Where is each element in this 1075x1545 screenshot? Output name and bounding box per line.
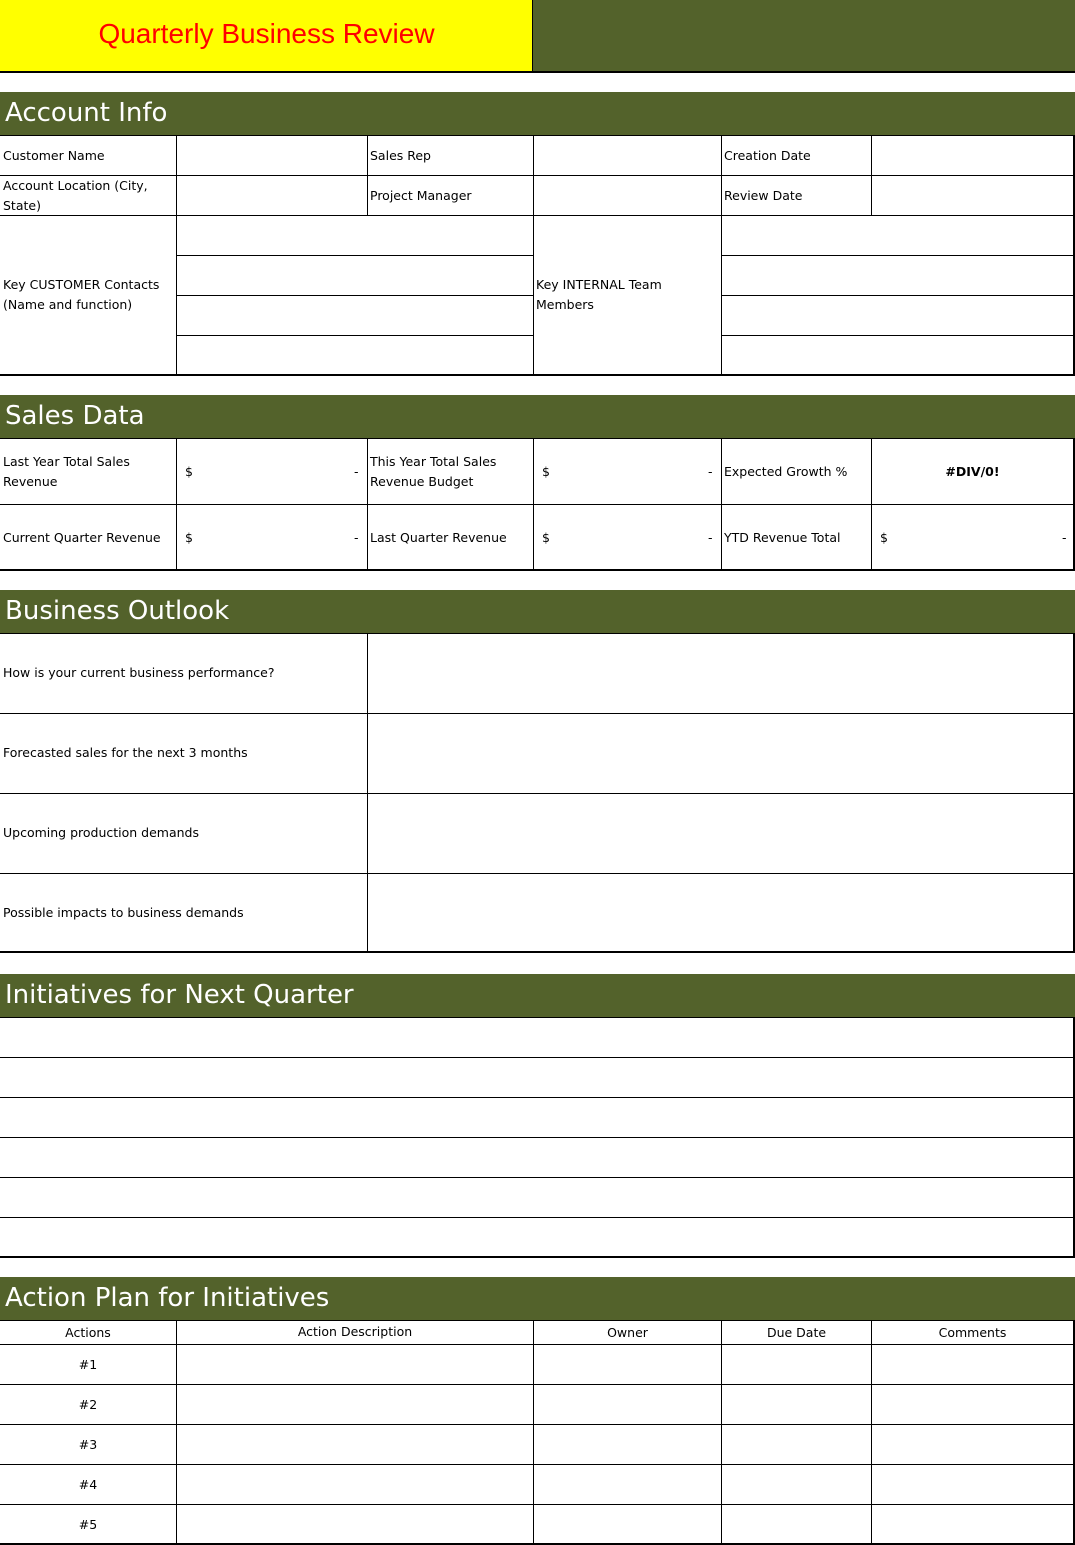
- action-description-field[interactable]: [177, 1345, 533, 1384]
- review-date-label: Review Date: [724, 188, 803, 203]
- account-location-label: Account Location (City, State): [3, 178, 148, 213]
- creation-date-label: Creation Date: [724, 148, 811, 163]
- grid-line: [0, 1424, 1075, 1425]
- grid-line: [0, 1504, 1075, 1505]
- action-number: #5: [78, 1517, 98, 1532]
- outlook-answer-field[interactable]: [368, 874, 1073, 951]
- initiative-field[interactable]: [0, 1098, 1073, 1137]
- account-info-heading: Account Info: [5, 98, 168, 128]
- review-date-field[interactable]: [872, 176, 1073, 215]
- customer-contact-field[interactable]: [177, 216, 533, 255]
- grid-line: [0, 569, 1075, 571]
- internal-member-field[interactable]: [722, 256, 1073, 295]
- outlook-answer-field[interactable]: [368, 794, 1073, 873]
- grid-line: [0, 951, 1075, 953]
- action-number: #1: [78, 1357, 98, 1372]
- internal-member-field[interactable]: [722, 336, 1073, 374]
- grid-line: [871, 438, 872, 570]
- ytd-revenue-value[interactable]: -: [1062, 530, 1067, 545]
- key-customer-contacts-label: Key CUSTOMER Contacts (Name and function): [3, 277, 160, 312]
- sales-data-heading: Sales Data: [5, 401, 145, 431]
- action-comments-field[interactable]: [872, 1345, 1073, 1384]
- initiatives-heading: Initiatives for Next Quarter: [5, 980, 354, 1010]
- this-year-budget-value[interactable]: -: [708, 464, 713, 479]
- outlook-question: How is your current business performance?: [3, 665, 275, 680]
- title-divider: [532, 0, 533, 72]
- current-quarter-revenue-value[interactable]: -: [354, 530, 359, 545]
- title-bottom-border: [0, 71, 1075, 73]
- current-quarter-revenue-label: Current Quarter Revenue: [3, 530, 161, 545]
- outlook-question: Upcoming production demands: [3, 825, 200, 840]
- currency-symbol: $: [185, 530, 193, 545]
- business-outlook-heading: Business Outlook: [5, 596, 230, 626]
- customer-name-label: Customer Name: [3, 148, 105, 163]
- sales-data-band: [0, 395, 1075, 438]
- initiative-field[interactable]: [0, 1018, 1073, 1057]
- customer-contact-field[interactable]: [177, 296, 533, 335]
- grid-line: [367, 135, 368, 215]
- account-location-field[interactable]: [177, 176, 367, 215]
- account-info-band: [0, 92, 1075, 135]
- title-right-cell: [533, 0, 1075, 71]
- grid-line: [0, 438, 1075, 439]
- currency-symbol: $: [542, 530, 550, 545]
- action-number: #2: [78, 1397, 98, 1412]
- customer-contact-field[interactable]: [177, 336, 533, 374]
- business-outlook-band: [0, 590, 1075, 633]
- action-plan-heading: Action Plan for Initiatives: [5, 1283, 330, 1313]
- action-plan-band: [0, 1277, 1075, 1320]
- sales-rep-label: Sales Rep: [370, 148, 431, 163]
- column-header-owner: Owner: [607, 1325, 648, 1340]
- last-quarter-revenue-label: Last Quarter Revenue: [370, 530, 507, 545]
- action-number: #3: [78, 1437, 98, 1452]
- project-manager-label: Project Manager: [370, 188, 472, 203]
- grid-line: [367, 438, 368, 570]
- ytd-revenue-label: YTD Revenue Total: [724, 530, 841, 545]
- this-year-budget-label: This Year Total Sales Revenue Budget: [370, 454, 497, 489]
- key-internal-team-label: Key INTERNAL Team Members: [536, 277, 662, 312]
- initiative-field[interactable]: [0, 1138, 1073, 1177]
- grid-line: [0, 374, 1075, 376]
- outlook-answer-field[interactable]: [368, 634, 1073, 713]
- internal-member-field[interactable]: [722, 216, 1073, 255]
- expected-growth-label: Expected Growth %: [724, 464, 848, 479]
- last-year-revenue-value[interactable]: -: [354, 464, 359, 479]
- column-header-description: Action Description: [297, 1324, 413, 1339]
- grid-line: [0, 504, 1075, 505]
- internal-member-field[interactable]: [722, 296, 1073, 335]
- grid-line: [0, 1320, 1075, 1321]
- initiative-field[interactable]: [0, 1218, 1073, 1256]
- last-quarter-revenue-value[interactable]: -: [708, 530, 713, 545]
- last-year-revenue-label: Last Year Total Sales Revenue: [3, 454, 130, 489]
- action-due-date-field[interactable]: [722, 1345, 871, 1384]
- initiative-field[interactable]: [0, 1058, 1073, 1097]
- outlook-question: Forecasted sales for the next 3 months: [3, 745, 248, 760]
- grid-line: [533, 438, 534, 570]
- grid-line: [721, 438, 722, 570]
- action-owner-field[interactable]: [534, 1345, 721, 1384]
- project-manager-field[interactable]: [534, 176, 721, 215]
- initiatives-band: [0, 974, 1075, 1017]
- grid-line: [0, 1464, 1075, 1465]
- initiative-field[interactable]: [0, 1178, 1073, 1217]
- customer-contact-field[interactable]: [177, 256, 533, 295]
- column-header-comments: Comments: [938, 1325, 1007, 1340]
- grid-line: [0, 1256, 1075, 1258]
- column-header-due-date: Due Date: [766, 1325, 827, 1340]
- currency-symbol: $: [880, 530, 888, 545]
- creation-date-field[interactable]: [872, 136, 1073, 175]
- currency-symbol: $: [185, 464, 193, 479]
- expected-growth-value[interactable]: #DIV/0!: [945, 464, 1000, 479]
- grid-line: [176, 438, 177, 570]
- column-header-actions: Actions: [65, 1325, 111, 1340]
- outlook-answer-field[interactable]: [368, 714, 1073, 793]
- customer-name-field[interactable]: [177, 136, 367, 175]
- outlook-question: Possible impacts to business demands: [3, 905, 244, 920]
- grid-line: [0, 1384, 1075, 1385]
- action-number: #4: [78, 1477, 98, 1492]
- page-title: Quarterly Business Review: [98, 18, 435, 49]
- currency-symbol: $: [542, 464, 550, 479]
- sales-rep-field[interactable]: [534, 136, 721, 175]
